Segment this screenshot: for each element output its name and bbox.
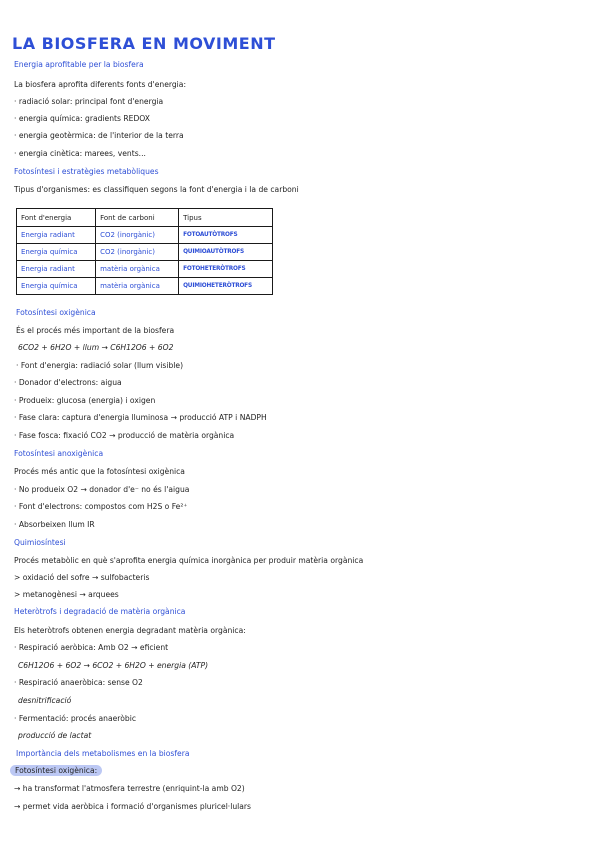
table-cell: Energia radiant: [17, 261, 96, 278]
anoxigenica-line: · Absorbeixen llum IR: [14, 520, 95, 529]
energia-item: · radiació solar: principal font d'energia: [14, 97, 164, 106]
table-cell: QUIMIOHETERÒTROFS: [179, 278, 273, 295]
oxigenica-line: · Produeix: glucosa (energia) i oxigen: [14, 396, 156, 405]
table-cell: FOTOAUTÒTROFS: [179, 227, 273, 244]
energia-item: · energia química: gradients REDOX: [14, 114, 150, 123]
highlighted-label: Fotosíntesi oxigènica:: [10, 765, 102, 776]
quimio-line: > oxidació del sofre → sulfobacteris: [14, 573, 150, 582]
anoxigenica-line: · No produeix O2 → donador d'e⁻ no és l'aigua: [14, 485, 190, 494]
oxigenica-line: · Fase clara: captura d'energia lluminosa → producció ATP i NADPH: [14, 413, 267, 422]
page-title: LA BIOSFERA EN MOVIMENT: [12, 34, 276, 53]
hetero-line: · Respiració anaeròbica: sense O2: [14, 678, 143, 687]
hetero-line: desnitrificació: [18, 696, 72, 705]
importancia-highlight: [10, 766, 102, 775]
table-header: Font d'energia: [17, 209, 96, 227]
table-cell: matèria orgànica: [96, 278, 179, 295]
table-cell: Energia química: [17, 244, 96, 261]
heading-anoxigenica: Fotosíntesi anoxigènica: [14, 449, 104, 458]
table-cell: CO2 (inorgànic): [96, 244, 179, 261]
hetero-line: · Respiració aeròbica: Amb O2 → eficient: [14, 643, 169, 652]
importancia-line: → ha transformat l'atmosfera terrestre (enriquint-la amb O2): [14, 784, 245, 793]
table-row: [17, 261, 273, 278]
hetero-equation: C6H12O6 + 6O2 → 6CO2 + 6H2O + energia (ATP): [18, 661, 209, 670]
table-row: [17, 278, 273, 295]
anoxigenica-line: Procés més antic que la fotosíntesi oxigènica: [14, 467, 185, 476]
table-cell: QUIMIOAUTÒTROFS: [179, 244, 273, 261]
hetero-line: Els heteròtrofs obtenen energia degradant matèria orgànica:: [14, 626, 246, 635]
heading-heterotrofs: Heteròtrofs i degradació de matèria orgànica: [14, 607, 186, 616]
anoxigenica-line: · Font d'electrons: compostos com H2S o Fe²⁺: [14, 502, 188, 511]
table-cell: Energia radiant: [17, 227, 96, 244]
table-row: [17, 244, 273, 261]
tipus-intro: Tipus d'organismes: es classifiquen segons la font d'energia i la de carboni: [14, 185, 299, 194]
heading-quimiosintesi: Quimiosíntesi: [14, 538, 66, 547]
oxigenica-line: · Font d'energia: radiació solar (llum visible): [16, 361, 184, 370]
oxigenica-line: · Fase fosca: fixació CO2 → producció de matèria orgànica: [14, 431, 235, 440]
table-cell: FOTOHETERÒTROFS: [179, 261, 273, 278]
quimio-line: > metanogènesi → arquees: [14, 590, 119, 599]
oxigenica-equation: 6CO2 + 6H2O + llum → C6H12O6 + 6O2: [18, 343, 174, 352]
oxigenica-line: · Donador d'electrons: aigua: [14, 378, 122, 387]
table-header: Font de carboni: [96, 209, 179, 227]
table-cell: CO2 (inorgànic): [96, 227, 179, 244]
heading-fotosintesi: Fotosíntesi i estratègies metabòliques: [14, 167, 159, 176]
hetero-line: · Fermentació: procés anaeròbic: [14, 714, 136, 723]
table-header: Tipus: [179, 209, 273, 227]
energia-intro: La biosfera aprofita diferents fonts d'energia:: [14, 80, 187, 89]
energia-item: · energia cinètica: marees, vents...: [14, 149, 146, 158]
heading-importancia: Importància dels metabolismes en la biosfera: [16, 749, 190, 758]
table-header-row: [17, 209, 273, 227]
oxigenica-line: És el procés més important de la biosfera: [16, 326, 175, 335]
table-row: [17, 227, 273, 244]
hetero-line: producció de lactat: [18, 731, 92, 740]
quimio-line: Procés metabòlic en què s'aprofita energia química inorgànica per produir matèria orgànica: [14, 556, 364, 565]
importancia-line: → permet vida aeròbica i formació d'organismes pluricel·lulars: [14, 802, 251, 811]
table-cell: matèria orgànica: [96, 261, 179, 278]
heading-energia: Energia aprofitable per la biosfera: [14, 60, 144, 69]
energia-item: · energia geotèrmica: de l'interior de la terra: [14, 131, 184, 140]
heading-oxigenica: Fotosíntesi oxigènica: [16, 308, 96, 317]
table-cell: Energia química: [17, 278, 96, 295]
organism-types-table: [16, 208, 273, 295]
